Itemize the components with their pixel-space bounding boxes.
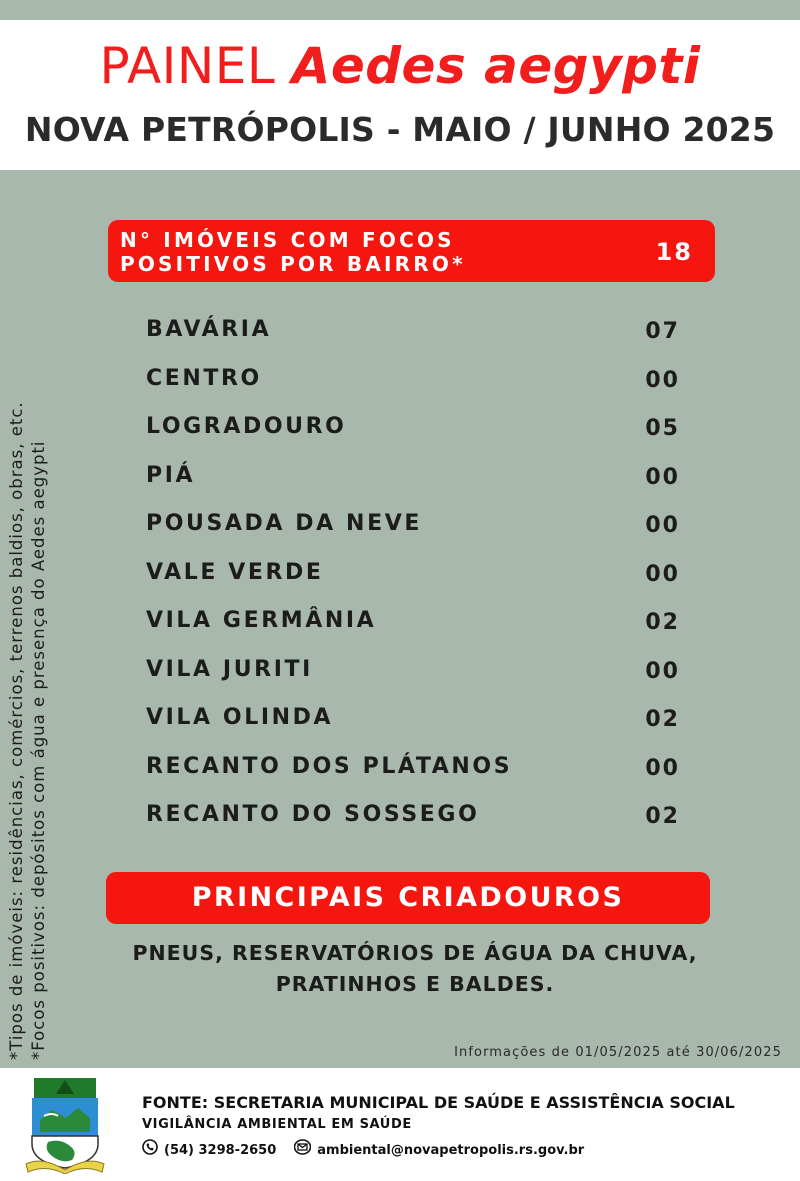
page-subtitle: NOVA PETRÓPOLIS - MAIO / JUNHO 2025 (24, 110, 776, 149)
neighborhood-name: LOGRADOURO (146, 414, 347, 439)
list-item (146, 312, 686, 361)
title-species: Aedes aegypti (291, 37, 701, 95)
list-item (146, 603, 686, 652)
phone-contact[interactable] (142, 1139, 276, 1162)
list-item (146, 749, 686, 798)
summary-label-line1: N° IMÓVEIS COM FOCOS (120, 228, 455, 252)
neighborhood-count: 02 (645, 804, 680, 829)
neighborhood-name: RECANTO DOS PLÁTANOS (146, 753, 513, 779)
period-note: Informações de 01/05/2025 até 30/06/2025 (454, 1045, 782, 1060)
neighborhood-name: VILA GERMÂNIA (146, 608, 377, 633)
neighborhood-count: 07 (645, 319, 680, 344)
footer-contact (142, 1139, 602, 1162)
breeding-sites-text (100, 938, 730, 1000)
neighborhood-name: VALE VERDE (146, 559, 324, 585)
summary-total: 18 (655, 238, 693, 266)
neighborhood-count: 02 (645, 707, 680, 732)
page-header (0, 20, 800, 170)
neighborhood-count: 00 (645, 464, 680, 490)
neighborhood-count: 02 (645, 610, 680, 635)
list-item (146, 797, 686, 846)
neighborhood-count: 05 (645, 416, 680, 441)
list-item (146, 506, 686, 555)
title-plain: PAINEL (99, 37, 292, 95)
breeding-sites-line2: PRATINHOS E BALDES. (275, 972, 555, 996)
neighborhood-count: 00 (645, 561, 680, 587)
neighborhood-name: BAVÁRIA (146, 317, 272, 342)
summary-label-line2: POSITIVOS POR BAIRRO* (120, 252, 466, 276)
neighborhood-name: VILA JURITI (146, 656, 313, 682)
neighborhood-name: RECANTO DO SOSSEGO (146, 802, 480, 827)
neighborhood-name: POUSADA DA NEVE (146, 511, 422, 536)
neighborhood-name: CENTRO (146, 365, 262, 391)
envelope-icon (294, 1139, 317, 1162)
list-item (146, 652, 686, 701)
page-footer (0, 1068, 800, 1181)
phone-number: (54) 3298-2650 (164, 1142, 277, 1158)
list-item (146, 555, 686, 604)
neighborhood-name: VILA OLINDA (146, 705, 334, 730)
neighborhood-count: 00 (645, 755, 680, 781)
footnote-positive-foci: *Focos positivos: depósitos com água e presença do Aedes aegypti (29, 440, 48, 1060)
page-title (0, 36, 800, 96)
neighborhood-list (146, 312, 686, 846)
footer-department: VIGILÂNCIA AMBIENTAL EM SAÚDE (142, 1117, 412, 1132)
neighborhood-count: 00 (645, 513, 680, 538)
email-contact[interactable] (294, 1139, 584, 1162)
summary-label (120, 228, 560, 276)
summary-banner (108, 220, 715, 282)
neighborhood-count: 00 (645, 658, 680, 684)
footer-source: FONTE: SECRETARIA MUNICIPAL DE SAÚDE E ASSISTÊNCIA SOCIAL (142, 1093, 735, 1112)
side-footnotes (6, 240, 60, 1060)
neighborhood-count: 00 (645, 367, 680, 393)
list-item (146, 458, 686, 507)
list-item (146, 700, 686, 749)
breeding-sites-banner: PRINCIPAIS CRIADOUROS (106, 872, 710, 924)
municipal-crest-icon (22, 1076, 108, 1174)
email-address: ambiental@novapetropolis.rs.gov.br (317, 1142, 585, 1158)
whatsapp-phone-icon (142, 1139, 164, 1162)
breeding-sites-line1: PNEUS, RESERVATÓRIOS DE ÁGUA DA CHUVA, (132, 941, 698, 965)
list-item (146, 409, 686, 458)
list-item (146, 361, 686, 410)
top-band (0, 0, 800, 20)
neighborhood-name: PIÁ (146, 462, 196, 488)
footnote-property-types: *Tipos de imóveis: residências, comércios, terrenos baldios, obras, etc. (7, 401, 26, 1060)
